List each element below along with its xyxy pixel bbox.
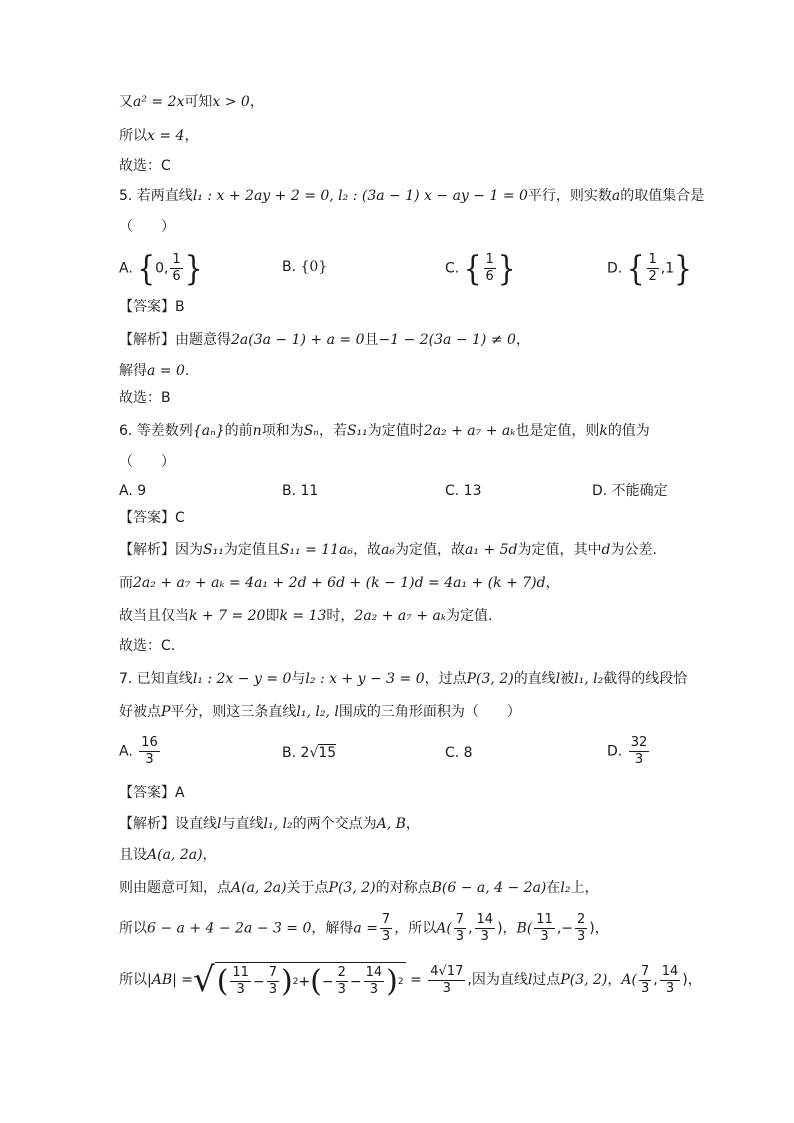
text: 又	[119, 94, 133, 110]
math: Sₙ	[303, 423, 319, 439]
numerator: 2	[337, 965, 346, 980]
question-6-paren	[119, 453, 175, 471]
answer-7	[119, 784, 185, 802]
math: l	[217, 816, 222, 832]
fraction	[647, 252, 659, 285]
fraction	[139, 735, 160, 768]
math: A(	[436, 920, 452, 937]
text: 5. 若两直线	[119, 188, 193, 204]
numerator: 7	[381, 912, 391, 927]
option-c	[445, 482, 482, 500]
answer-5	[119, 298, 185, 316]
analysis-7-line1	[119, 815, 420, 833]
math: A, B	[376, 816, 406, 832]
text: （ ）	[119, 454, 175, 470]
option-a	[119, 735, 162, 768]
option-label: D.	[607, 260, 623, 277]
denominator: 3	[337, 982, 346, 997]
choice-5	[119, 389, 171, 407]
numerator: 2	[577, 912, 586, 927]
denominator: 2	[648, 269, 657, 284]
option-label: B.	[282, 745, 297, 761]
text: 故选：C	[119, 158, 171, 174]
fraction	[170, 252, 182, 285]
text: .	[184, 363, 190, 379]
math: n	[252, 423, 262, 439]
math: d	[601, 542, 611, 558]
text: 的两个交点为	[292, 816, 377, 832]
text: 的值为	[607, 423, 650, 439]
text: ，	[405, 816, 420, 832]
fraction	[364, 965, 385, 998]
math: 2	[300, 745, 310, 761]
option-text: A. 9	[119, 483, 147, 499]
option-b	[282, 482, 318, 500]
brace-icon: {	[626, 248, 645, 288]
answer-text: 【答案】B	[119, 299, 185, 315]
text: ，	[687, 972, 702, 988]
numerator: 16	[141, 735, 158, 750]
text: 为定值，故	[395, 542, 466, 558]
denominator: 3	[381, 929, 391, 944]
answer-text: 【答案】A	[119, 785, 185, 801]
text: 上，	[570, 880, 599, 896]
denominator: 3	[540, 929, 549, 944]
text: 的取值集合是	[620, 188, 705, 204]
brace-icon: {	[463, 248, 482, 288]
math: 2a(3a − 1) + a = 0	[231, 332, 365, 348]
math: {0}	[300, 259, 328, 275]
option-c	[445, 744, 473, 762]
text: 【解析】因为	[119, 542, 203, 558]
text: 而	[119, 575, 133, 591]
math: 2a₂ + a₇ + aₖ	[354, 608, 446, 624]
numerator: 7	[268, 965, 277, 980]
text: 平行，则实数	[527, 188, 612, 204]
brace-icon: }	[184, 248, 203, 288]
text: ，	[249, 94, 264, 110]
text: 项和为	[261, 423, 304, 439]
denominator: 6	[172, 269, 181, 284]
math: A(a, 2a)	[231, 880, 287, 896]
math: S₁₁	[346, 423, 368, 439]
text: 为定值，其中	[517, 542, 602, 558]
numerator: 7	[455, 912, 465, 927]
choice-6	[119, 637, 175, 655]
question-7-stem	[119, 670, 687, 688]
text: 平分，则这三条直线	[170, 704, 297, 720]
option-b	[282, 258, 327, 276]
text-line	[119, 93, 264, 111]
math: B(	[516, 920, 533, 937]
math: l₁, l₂, l	[296, 704, 339, 720]
analysis-6-line2	[119, 574, 560, 592]
text: ，过点	[424, 671, 467, 687]
math: 2a₂ + a₇ + aₖ	[423, 423, 516, 439]
text: 可知	[184, 94, 213, 110]
analysis-7-line2	[119, 846, 217, 864]
analysis-6-line3	[119, 607, 492, 625]
denominator: 3	[268, 982, 277, 997]
numerator: 11	[536, 912, 553, 927]
math: x = 4	[147, 128, 185, 144]
sqrt-expression	[193, 960, 406, 1000]
question-7-stem-2	[119, 703, 521, 721]
text: 截得的线段恰	[603, 671, 688, 687]
math: {aₙ}	[192, 423, 225, 439]
fraction	[230, 965, 251, 998]
math: S₁₁	[203, 542, 224, 558]
math: 6 − a + 4 − 2a − 3 = 0	[147, 920, 312, 937]
option-text: D. 不能确定	[592, 483, 668, 499]
text: 的前	[224, 423, 253, 439]
math: A(	[621, 972, 637, 988]
option-d	[592, 482, 668, 500]
option-label: D.	[607, 743, 623, 760]
text: 【解析】由题意得	[119, 332, 231, 348]
text-line	[119, 157, 171, 175]
denominator: 3	[455, 929, 465, 944]
fraction	[639, 964, 651, 997]
text: 所以	[119, 920, 147, 937]
text: 与	[291, 671, 306, 687]
text: 为定值且	[223, 542, 280, 558]
math: k + 7 = 20	[189, 608, 266, 624]
text: ，	[545, 575, 560, 591]
numerator: 32	[630, 735, 648, 750]
math: a = 0	[147, 363, 185, 379]
option-a	[119, 482, 146, 500]
analysis-7-line4: 所以6 − a + 4 − 2a − 3 = 0，解得a = $\frac{7}{3}$ ，所以A( $\frac{7}{3}$ , $\frac{14}{3}$ )，B( $\frac{11}{3}$ ,− $\frac{2}{3}$ )，	[119, 912, 609, 944]
text: 在	[546, 880, 561, 896]
text: ，	[607, 972, 622, 988]
fraction	[428, 964, 465, 997]
answer-6	[119, 509, 185, 527]
fraction	[484, 252, 496, 285]
text: 7. 已知直线	[119, 671, 193, 687]
sqrt-icon: √	[309, 745, 319, 761]
text: ，	[515, 332, 530, 348]
math: P(3, 2)	[328, 880, 376, 896]
text: ，所以	[394, 920, 437, 937]
answer-text: 【答案】C	[119, 510, 185, 526]
numerator: 14	[476, 912, 494, 927]
text: 为公差.	[610, 542, 657, 558]
text: 被	[560, 671, 575, 687]
text: 所以	[119, 972, 147, 988]
fraction	[454, 912, 466, 945]
fraction	[475, 912, 496, 945]
text: 也是定值，则	[515, 423, 600, 439]
text: 则由题意可知，点	[119, 880, 231, 896]
denominator: 6	[485, 269, 494, 284]
analysis-7-line3	[119, 879, 599, 897]
math: ,1	[660, 260, 675, 277]
math: l₁ : 2x − y = 0	[192, 671, 292, 687]
math: P(3, 2)	[466, 671, 514, 687]
text: 【解析】设直线	[119, 816, 217, 832]
fraction	[575, 912, 587, 945]
numerator: 1	[648, 252, 657, 267]
option-a	[119, 248, 203, 288]
option-label: A.	[119, 743, 133, 760]
question-6-stem	[119, 422, 650, 440]
denominator: 3	[577, 929, 586, 944]
radicand: 15	[318, 745, 337, 761]
radicand: ( $\frac{11}{3}$ − $\frac{7}{3}$ ) 2 + ( − $\frac{2}{3}$ − $\frac{14}{3}$ ) 2	[216, 963, 404, 999]
fraction	[380, 912, 392, 945]
analysis-5	[119, 331, 530, 349]
math: k = 13	[279, 608, 327, 624]
text: 故当且仅当	[119, 608, 189, 624]
option-text: C. 8	[445, 745, 473, 761]
option-label: A.	[119, 260, 133, 277]
brace-icon: }	[497, 248, 516, 288]
math: B(6 − a, 4 − 2a)	[431, 880, 547, 896]
math: 0,	[155, 260, 169, 277]
math: l₁ : x + 2ay + 2 = 0, l₂ : (3a − 1) x − ay − 1 = 0	[192, 188, 528, 204]
math: a₁ + 5d	[465, 542, 518, 558]
text: （ ）	[119, 219, 175, 235]
math: l	[555, 671, 561, 687]
text: ，若	[318, 423, 347, 439]
text: 所以	[119, 128, 147, 144]
fraction	[336, 965, 348, 998]
sqrt-icon: √	[193, 960, 215, 1000]
text: ，解得	[311, 920, 354, 937]
text: 故选：C.	[119, 638, 176, 654]
math: l₁, l₂	[263, 816, 293, 832]
text: 为定值时	[367, 423, 424, 439]
numerator: 14	[365, 965, 383, 980]
denominator: 3	[640, 980, 650, 996]
text: 且设	[119, 847, 147, 863]
fraction	[534, 912, 555, 945]
denominator: 3	[369, 982, 379, 997]
text: 围成的三角形面积为（ ）	[338, 704, 521, 720]
math: a =	[353, 920, 378, 937]
text: 与直线	[221, 816, 264, 832]
math: −1 − 2(3a − 1) ≠ 0	[378, 332, 516, 348]
analysis-6-line1	[119, 541, 657, 559]
numerator: 14	[661, 963, 679, 979]
denominator: 3	[442, 980, 451, 996]
fraction	[629, 735, 650, 768]
option-label: B.	[282, 259, 297, 275]
math: a₆	[381, 542, 396, 558]
text: 解得	[119, 363, 147, 379]
math: P	[161, 704, 171, 720]
text: 故选：B	[119, 390, 171, 406]
text: 好被点	[119, 704, 161, 720]
math: l₁, l₂	[574, 671, 604, 687]
math: l	[527, 972, 533, 988]
brace-icon: {	[137, 248, 156, 288]
math: x > 0	[212, 94, 250, 110]
text: ，故	[353, 542, 382, 558]
text: 的直线	[513, 671, 556, 687]
option-c	[445, 248, 516, 288]
text: ，	[594, 920, 609, 937]
text: 且	[364, 332, 379, 348]
numerator: 1	[172, 252, 181, 267]
text: ，	[202, 847, 217, 863]
denominator: 3	[634, 752, 644, 767]
denominator: 3	[236, 982, 245, 997]
question-5-paren	[119, 218, 175, 236]
math: P(3, 2)	[560, 972, 608, 988]
option-d	[607, 248, 692, 288]
math: l₂ : x + y − 3 = 0	[305, 671, 425, 687]
option-text: B. 11	[282, 483, 319, 499]
math: l₂	[560, 880, 571, 896]
denominator: 3	[665, 980, 675, 996]
denominator: 3	[145, 752, 154, 767]
question-5-stem	[119, 187, 704, 205]
brace-icon: }	[674, 248, 692, 288]
numerator: 11	[232, 965, 249, 980]
text: 的对称点	[375, 880, 432, 896]
math: a	[611, 188, 621, 204]
text: ，	[184, 128, 199, 144]
math: k	[599, 423, 608, 439]
math: 2a₂ + a₇ + aₖ = 4a₁ + 2d + 6d + (k − 1)d = 4a₁ + (k + 7)d	[133, 575, 546, 591]
text: 关于点	[286, 880, 329, 896]
text: ,因为直线	[467, 972, 528, 988]
math: A(a, 2a)	[147, 847, 203, 863]
option-b	[282, 744, 336, 762]
text: 即	[265, 608, 280, 624]
fraction	[267, 965, 279, 998]
text: 为定值.	[445, 608, 493, 624]
option-d	[607, 735, 651, 768]
math: |AB| =	[147, 972, 194, 988]
text: 过点	[532, 972, 561, 988]
numerator: 1	[485, 252, 494, 267]
text: 时，	[326, 608, 355, 624]
text-line	[119, 127, 198, 145]
numerator: 4√17	[430, 963, 464, 979]
analysis-7-line5: 所以|AB| = √ ( $\frac{11}{3}$ − $\frac{7}{3}$ ) 2 + ( − $\frac{2}{3}$ − $\frac{14}{3}$ ) 2 = $\frac{4√17}{3}$ ,因为直线l过点P(3, 2)，A( $\frac{7}{3}$ , $\frac{14}{3}$ )，	[119, 960, 702, 1000]
denominator: 3	[480, 929, 489, 944]
math: a² = 2x	[133, 94, 185, 110]
option-text: C. 13	[445, 483, 482, 499]
fraction	[660, 964, 681, 997]
analysis-5-solve	[119, 362, 189, 380]
text: 6. 等差数列	[119, 423, 193, 439]
numerator: 7	[640, 963, 650, 979]
math: S₁₁ = 11a₆	[279, 542, 354, 558]
option-label: C.	[445, 260, 460, 277]
